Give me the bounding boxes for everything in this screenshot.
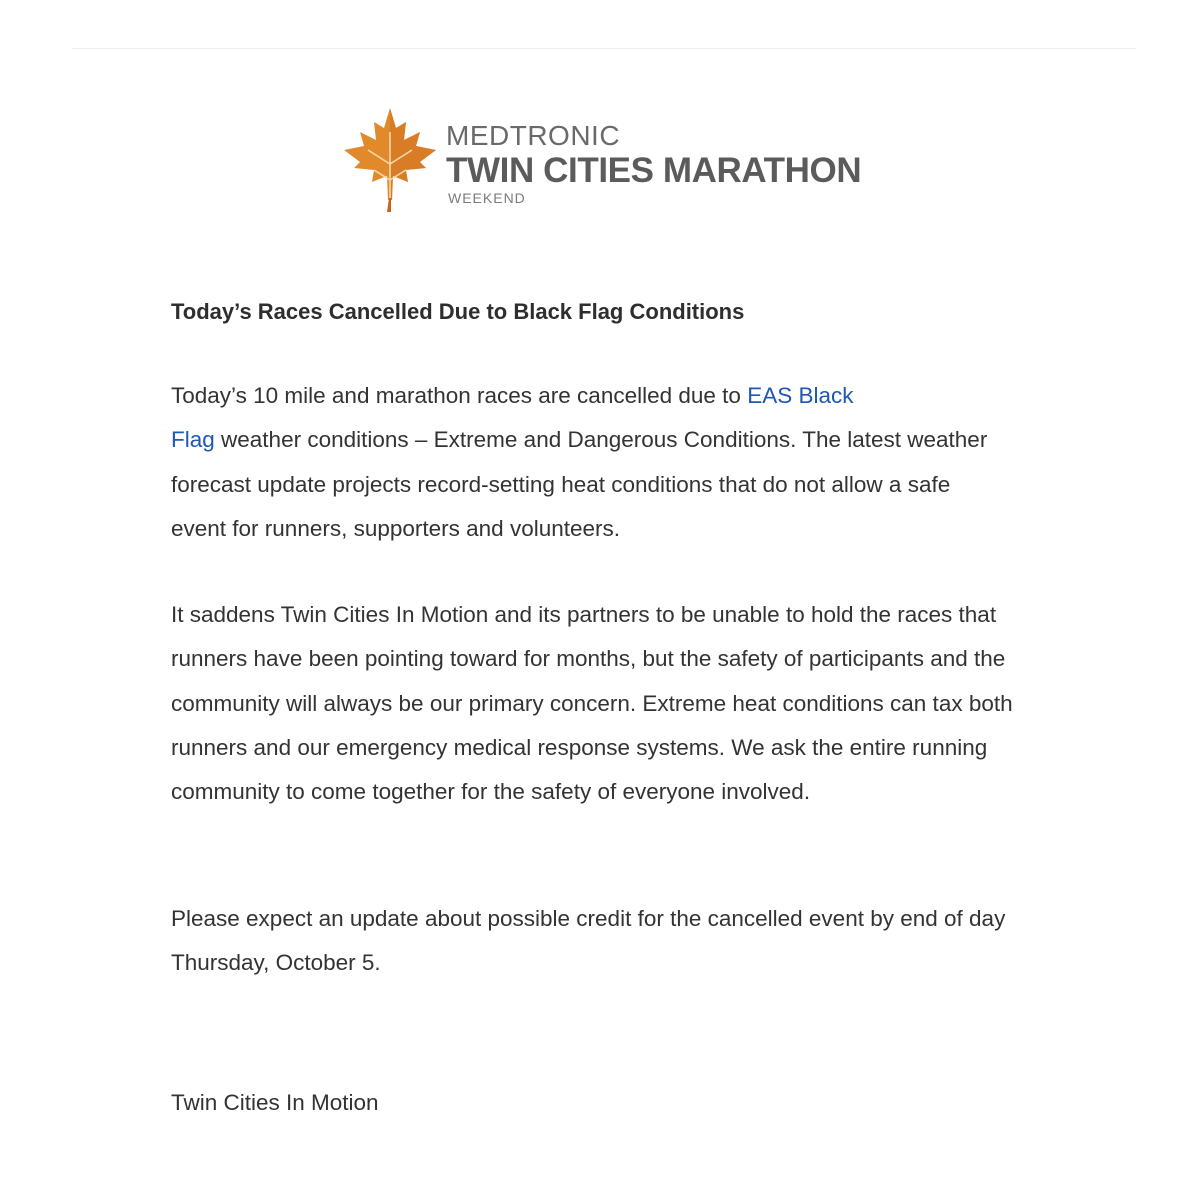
- email-body: [171, 296, 1051, 1115]
- event-logo: [340, 104, 880, 216]
- maple-leaf-icon: [340, 104, 440, 216]
- signature: Twin Cities In Motion: [171, 1090, 379, 1115]
- logo-wordmark: [446, 121, 861, 205]
- paragraph-safety: It saddens Twin Cities In Motion and its partners to be unable to hold the races that runners have been pointing toward for months, but the safety of participants and the community will always be our primary concern. Extreme heat conditions can tax both runners and our emergency medical response systems. We ask the entire running community to come together for the safety of everyone involved.: [171, 602, 1013, 805]
- link-text-line1: EAS Black: [747, 383, 854, 408]
- logo-line-medtronic: MEDTRONIC: [446, 120, 621, 151]
- logo-line-weekend: WEEKEND: [448, 190, 526, 206]
- paragraph1-tail: weather conditions – Extreme and Dangerous Conditions. The latest weather forecast update projects record-setting heat conditions that do not allow a safe event for runners, supporters and volunteers.: [171, 427, 988, 541]
- paragraph-credit-update: Please expect an update about possible credit for the cancelled event by end of day Thursday, October 5.: [171, 906, 1006, 976]
- paragraph-cancellation: [171, 374, 1011, 551]
- logo-line-twin-cities-marathon: TWIN CITIES MARATHON: [446, 151, 862, 190]
- paragraph1-lead: Today’s 10 mile and marathon races are cancelled due to: [171, 383, 748, 408]
- top-divider: [72, 48, 1136, 49]
- link-text-line2: Flag: [171, 427, 215, 453]
- headline: Today’s Races Cancelled Due to Black Flag Conditions: [171, 299, 745, 324]
